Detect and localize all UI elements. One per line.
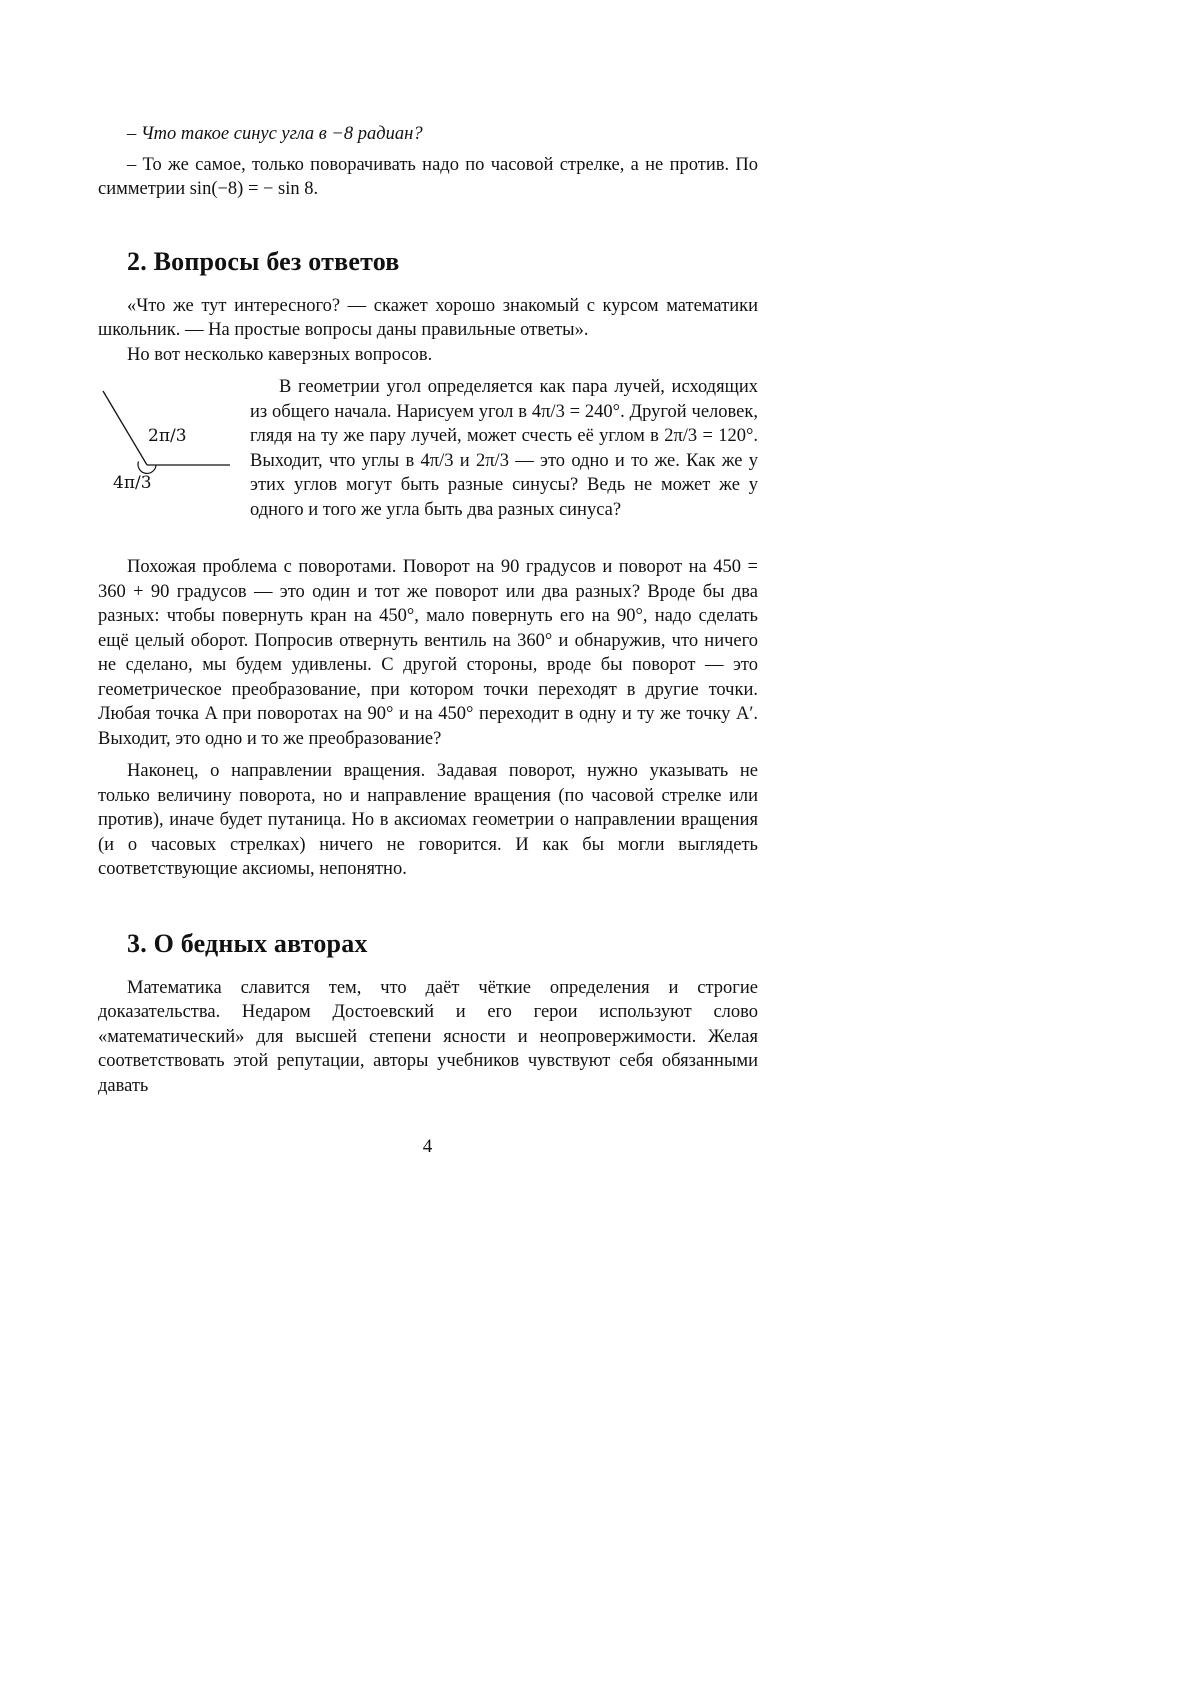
section-2-paragraph-3: В геометрии угол определяется как пара лучей, исходящих из общего начала. Нарисуем угол в 4π/3 = 240°. Другой человек, глядя на ту же пару лучей, может счесть её углом в 2π/3 = 120°. Выходит, что углы в 4π/3 и 2π/3 — это одно и то же. Как же у этих углов могут быть разные синусы? Ведь не может же у одного и того же угла быть два разных синуса? [250,377,758,520]
angle-diagram-svg [98,387,233,507]
question-line: – Что такое синус угла в −8 радиан? [127,124,423,144]
angle-arc-outer [138,462,156,474]
angle-diagram [98,387,233,507]
angle-label-outer: 4π/3 [113,473,152,493]
section-2-heading: 2. Вопросы без ответов [127,246,400,276]
section-2-paragraph-5: Наконец, о направлении вращения. Задавая поворот, нужно указывать не только величину поворота, но и направление вращения (по часовой стрелке или против), иначе будет путаница. Но в аксиомах геометрии о направлении вращения (и о часовых стрелках) ничего не говорится. И как бы могли выглядеть соответствующие аксиомы, непонятно. [98,761,758,879]
page-number: 4 [422,1136,433,1157]
section-2-paragraph-2: Но вот несколько каверзных вопросов. [127,344,433,365]
page-body [98,122,758,1098]
section-2-paragraph-1: «Что же тут интересного? — скажет хорошо знакомый с курсом математики школьник. — На простые вопросы даны правильные ответы». [98,295,758,340]
angle-figure-block [98,375,758,547]
section-2-paragraph-4: Похожая проблема с поворотами. Поворот на 90 градусов и поворот на 450 = 360 + 90 градусов — это один и тот же поворот или два разных? Вроде бы два разных: чтобы повернуть кран на 450°, мало повернуть его на 90°, надо сделать ещё целый оборот. Попросив отвернуть вентиль на 360° и обнаружив, что ничего не сделано, мы будем удивлены. С другой стороны, вроде бы поворот — это геометрическое преобразование, при котором точки переходят в другие точки. Любая точка A при поворотах на 90° и на 450° переходит в одну и ту же точку A′. Выходит, это одно и то же преобразование? [98,557,758,749]
angle-label-inner: 2π/3 [148,426,187,446]
ray-slanted [103,391,147,465]
section-3-heading: 3. О бедных авторах [127,928,368,958]
section-3-paragraph-1: Математика славится тем, что даёт чёткие определения и строгие доказательства. Недаром Достоевский и его герои используют слово «математический» для высшей степени ясности и неопровержимости. Желая соответствовать этой репутации, авторы учебников чувствуют себя обязанными давать [98,977,758,1096]
answer-paragraph: – То же самое, только поворачивать надо по часовой стрелке, а не против. По симметрии sin(−8) = − sin 8. [98,154,758,199]
